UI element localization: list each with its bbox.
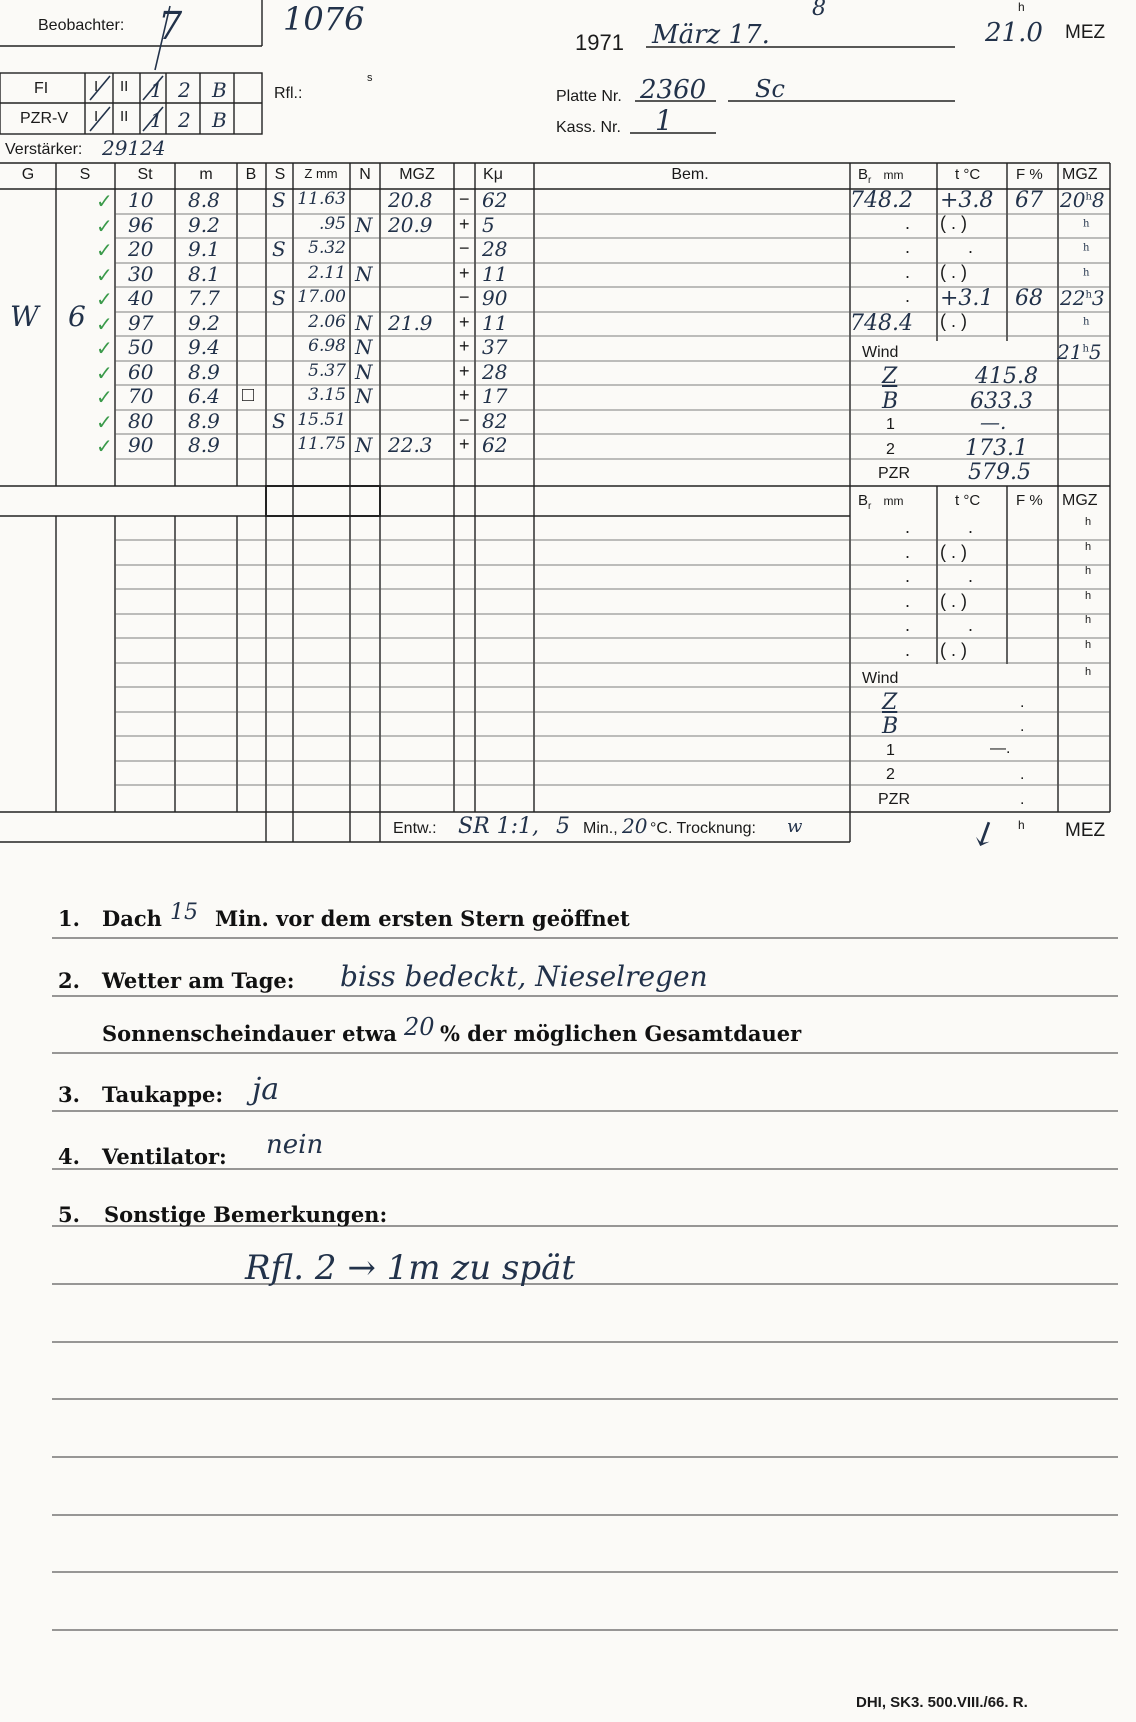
mgz-h-2: h <box>1085 638 1092 651</box>
star-number: 97 <box>128 310 154 335</box>
entw-mez: MEZ <box>1065 820 1106 841</box>
k-value: 82 <box>482 408 508 433</box>
mgz-time: h <box>1083 217 1090 229</box>
b-value: 633.3 <box>970 389 1033 414</box>
z-value: 415.8 <box>975 364 1038 389</box>
filter-cell-fi: 1 <box>150 78 163 102</box>
br-header: $B_r$ mm <box>858 166 904 186</box>
mez-label: MEZ <box>1065 22 1106 43</box>
taukappe-label: Taukappe: <box>102 1082 224 1107</box>
filter-cell-pzr: II <box>120 108 129 125</box>
wetter-value: biss bedeckt, Nieselregen <box>340 960 708 993</box>
note-number-3: 3. <box>58 1082 80 1107</box>
sonstige-label: Sonstige Bemerkungen: <box>104 1202 388 1227</box>
z-mm: 2.06 <box>308 311 346 332</box>
b-label-2: B <box>882 714 899 739</box>
mgz-h-2: h <box>1085 516 1092 528</box>
b-dot-2: . <box>1020 718 1025 735</box>
note-number-1: 1. <box>58 906 80 931</box>
mgz-h-2: h <box>1085 589 1092 602</box>
magnitude: 8.9 <box>188 359 220 384</box>
k-sign: + <box>459 385 470 405</box>
table-header-2: St <box>137 166 153 183</box>
pzr-dot-2: . <box>1020 791 1025 808</box>
b-label: B <box>882 389 899 414</box>
n-mark: N <box>355 433 373 457</box>
humidity-value: 67 <box>1015 188 1043 213</box>
wind-label: Wind <box>862 344 899 361</box>
k-sign: + <box>459 336 470 356</box>
sonstige-value: Rfl. 2 → 1m zu spät <box>245 1248 576 1288</box>
k-sign: + <box>459 311 470 332</box>
k-sign: − <box>459 238 470 258</box>
s-mark: S <box>272 237 286 261</box>
check-mark: ✓ <box>96 238 113 262</box>
entw-min-value: 5 <box>556 814 570 839</box>
dach-rest: Min. vor dem ersten Stern geöffnet <box>215 906 630 931</box>
pzr-label-weather: PZR <box>878 465 910 482</box>
date: März 17. <box>652 20 770 50</box>
table-header-8: MGZ <box>399 166 435 183</box>
entw-temp-value: 20 <box>622 814 648 838</box>
z-mm: .95 <box>318 213 346 234</box>
k-value: 62 <box>482 188 508 212</box>
humidity-header: F % <box>1016 166 1043 183</box>
mgz-value: 20.9 <box>388 212 433 237</box>
temperature-value: ( . ) <box>940 212 967 233</box>
mgz-header-weather-2: MGZ <box>1062 492 1098 509</box>
dach-label: Dach <box>102 906 162 931</box>
sonne-value: 20 <box>404 1013 435 1041</box>
temperature-value-2: . <box>968 615 974 635</box>
z-label: Z <box>882 364 898 389</box>
pzr-label-2: PZR <box>878 791 910 808</box>
b-mark: □ <box>242 384 255 406</box>
k-sign: − <box>459 287 470 307</box>
one-label: 1 <box>886 416 895 433</box>
table-header-1: S <box>79 166 91 183</box>
table-header-4: B <box>245 166 257 183</box>
filter-cell-pzr: I <box>94 108 99 125</box>
br-header-2: $B_r$ mm <box>858 492 904 512</box>
check-mark: ✓ <box>96 360 113 385</box>
wind-mgz: 21$^h$5 <box>1057 340 1102 364</box>
check-mark: ✓ <box>96 336 113 360</box>
kass-label: Kass. Nr. <box>556 119 621 136</box>
star-number: 70 <box>128 384 154 408</box>
taukappe-value: ja <box>252 1072 280 1107</box>
two-dot-2: . <box>1020 766 1025 783</box>
n-mark: N <box>355 261 373 286</box>
temperature-value-2: ( . ) <box>940 541 967 562</box>
humidity-value: 68 <box>1015 286 1043 311</box>
table-header-6: Z mm <box>304 166 338 181</box>
k-value: 62 <box>482 433 508 457</box>
star-number: 90 <box>128 433 154 457</box>
arrow-mark: ↓ <box>964 811 1005 859</box>
check-mark: ✓ <box>96 189 113 213</box>
entw-value: SR 1:1, <box>458 814 540 839</box>
entw-label: Entw.: <box>393 820 437 837</box>
z-mm: 6.98 <box>308 336 346 356</box>
k-sign: + <box>459 262 470 283</box>
one-value-2: —. <box>990 740 1011 757</box>
temp-header-2: t °C <box>955 492 981 509</box>
rfl-label: Rfl.: <box>274 85 303 102</box>
z-label-2: Z <box>882 690 898 715</box>
mgz-header-weather: MGZ <box>1062 166 1098 183</box>
n-mark: N <box>355 310 373 335</box>
z-mm: 5.37 <box>308 360 346 381</box>
pressure-value: 748.2 <box>850 188 913 213</box>
kass-value: 1 <box>655 104 673 137</box>
table-header-10: Bem. <box>671 166 709 183</box>
wetter-label: Wetter am Tage: <box>102 968 295 993</box>
magnitude: 9.2 <box>188 212 220 237</box>
ventilator-value: nein <box>266 1130 324 1160</box>
magnitude: 9.2 <box>188 310 220 335</box>
check-mark: ✓ <box>96 262 113 287</box>
pressure-value-2: . <box>905 541 911 562</box>
one-value: —. <box>980 410 1007 434</box>
star-number: 60 <box>128 359 154 384</box>
fi-label: FI <box>34 80 49 97</box>
check-mark: ✓ <box>96 311 113 336</box>
k-value: 90 <box>482 286 508 310</box>
temperature-value: ( . ) <box>940 310 967 331</box>
table-header-7: N <box>359 166 371 183</box>
temperature-value-2: . <box>968 566 974 586</box>
wind-h-2: h <box>1085 666 1092 678</box>
z-mm: 11.63 <box>297 189 346 209</box>
entw-temp-label: °C. Trocknung: <box>650 820 756 837</box>
pressure-value: . <box>905 237 911 257</box>
year: 1971 <box>575 30 624 55</box>
mgz-time: h <box>1083 266 1090 278</box>
pressure-value-2: . <box>905 566 911 586</box>
filter-cell-pzr: 2 <box>178 108 191 132</box>
pressure-value-2: . <box>905 517 911 537</box>
temp-header: t °C <box>955 166 981 183</box>
check-mark: ✓ <box>96 385 113 409</box>
k-sign: + <box>459 213 470 234</box>
z-mm: 5.32 <box>308 238 346 258</box>
magnitude: 6.4 <box>188 384 220 408</box>
k-value: 37 <box>482 335 508 359</box>
check-mark: ✓ <box>96 409 113 434</box>
sonne-label: Sonnenscheindauer etwa <box>102 1021 397 1046</box>
z-dot-2: . <box>1020 694 1025 711</box>
z-mm: 17.00 <box>297 287 346 307</box>
temperature-value: +3.8 <box>940 188 994 213</box>
dach-value: 15 <box>170 900 198 925</box>
star-number: 80 <box>128 408 154 433</box>
g-value: W <box>10 300 39 333</box>
filter-cell-fi: II <box>120 78 129 95</box>
k-sign: + <box>459 360 470 381</box>
sonne-rest: % der möglichen Gesamtdauer <box>440 1021 802 1046</box>
check-mark: ✓ <box>96 287 113 311</box>
k-value: 11 <box>482 261 508 286</box>
filter-cell-fi: B <box>212 78 227 102</box>
z-mm: 3.15 <box>308 385 346 405</box>
entw-min-label: Min., <box>583 820 618 837</box>
ventilator-label: Ventilator: <box>102 1144 227 1169</box>
temperature-value-2: . <box>968 517 974 537</box>
verstaerker-value: 29124 <box>102 136 166 160</box>
filter-cell-fi: 2 <box>178 78 191 102</box>
s-value: 6 <box>68 300 86 333</box>
two-label-2: 2 <box>886 766 895 783</box>
note-number-2: 2. <box>58 968 80 993</box>
s-mark: S <box>272 408 286 433</box>
magnitude: 8.8 <box>188 188 220 212</box>
check-mark: ✓ <box>96 434 113 458</box>
observation-time: 21.0 <box>985 18 1043 48</box>
n-mark: N <box>355 384 373 408</box>
n-mark: N <box>355 212 373 237</box>
pressure-value-2: . <box>905 639 911 660</box>
pressure-value-2: . <box>905 615 911 635</box>
pressure-value: . <box>905 261 911 282</box>
s-mark: S <box>272 286 286 310</box>
verstaerker-label: Verstärker: <box>5 141 83 158</box>
note-number-4: 4. <box>58 1144 80 1169</box>
check-mark: ✓ <box>96 213 113 238</box>
humidity-header-2: F % <box>1016 492 1043 509</box>
pressure-value: . <box>905 212 911 233</box>
k-value: 28 <box>482 359 508 384</box>
n-mark: N <box>355 359 373 384</box>
temperature-value-2: ( . ) <box>940 639 967 660</box>
temperature-value-2: ( . ) <box>940 590 967 611</box>
star-number: 30 <box>128 261 154 286</box>
mgz-time: h <box>1083 315 1090 327</box>
pzr-label: PZR-V <box>20 110 68 127</box>
mgz-value: 20.8 <box>388 188 433 212</box>
mgz-h-2: h <box>1085 565 1092 577</box>
entw-h: h <box>1018 818 1025 832</box>
magnitude: 8.9 <box>188 408 220 433</box>
table-header-9: Kμ <box>483 166 503 183</box>
pressure-value-2: . <box>905 590 911 611</box>
platte-value: 2360 <box>640 75 707 105</box>
k-value: 5 <box>482 212 495 237</box>
mgz-value: 21.9 <box>388 310 433 335</box>
mgz-time: 20$^h$8 <box>1060 188 1105 212</box>
star-number: 10 <box>128 188 154 212</box>
platte-suffix: Sc <box>755 75 785 103</box>
two-value: 173.1 <box>965 436 1028 461</box>
s-mark: S <box>272 188 286 212</box>
filter-cell-pzr: B <box>212 108 227 132</box>
two-label: 2 <box>886 441 895 458</box>
date-mark: 8 <box>812 0 826 21</box>
z-mm: 2.11 <box>308 262 346 283</box>
magnitude: 8.1 <box>188 261 220 286</box>
temperature-value: +3.1 <box>940 286 994 311</box>
mgz-h-2: h <box>1085 540 1092 553</box>
temperature-value: . <box>968 237 974 257</box>
k-value: 17 <box>482 384 508 408</box>
note-number-5: 5. <box>58 1202 80 1227</box>
star-number: 40 <box>128 286 154 310</box>
magnitude: 9.4 <box>188 335 220 359</box>
star-number: 96 <box>128 212 154 237</box>
table-header-3: m <box>199 166 213 183</box>
k-sign: − <box>459 409 470 430</box>
k-value: 28 <box>482 237 508 261</box>
k-sign: − <box>459 189 470 209</box>
platte-label: Platte Nr. <box>556 88 622 105</box>
table-header-0: G <box>21 166 35 183</box>
beobachter-label: Beobachter: <box>38 17 125 34</box>
mgz-time: 22$^h$3 <box>1060 286 1105 310</box>
magnitude: 8.9 <box>188 433 220 457</box>
pzr-value: 579.5 <box>968 460 1031 485</box>
plate-number-handwritten: 1076 <box>283 0 365 38</box>
mgz-value: 22.3 <box>388 433 433 457</box>
magnitude: 7.7 <box>188 286 220 310</box>
rfl-sup: s <box>367 72 373 84</box>
n-mark: N <box>355 335 373 359</box>
filter-cell-fi: I <box>94 78 99 95</box>
time-sup: h <box>1018 0 1025 14</box>
form-footer-code: DHI, SK3. 500.VIII./66. R. <box>856 1694 1028 1711</box>
z-mm: 11.75 <box>297 434 346 454</box>
mgz-h-2: h <box>1085 614 1092 626</box>
k-value: 11 <box>482 310 508 335</box>
z-mm: 15.51 <box>297 409 346 430</box>
pressure-value: . <box>905 286 911 306</box>
star-number: 20 <box>128 237 154 261</box>
one-label-2: 1 <box>886 742 895 759</box>
mgz-time: h <box>1083 242 1090 254</box>
table-header-5: S <box>274 166 286 183</box>
wind-label-2: Wind <box>862 670 899 687</box>
pressure-value: 748.4 <box>850 310 913 336</box>
trocknung-value: w <box>787 816 803 837</box>
star-number: 50 <box>128 335 154 359</box>
filter-cell-pzr: 1 <box>150 108 163 132</box>
beobachter-value: 7 <box>158 4 183 48</box>
magnitude: 9.1 <box>188 237 220 261</box>
temperature-value: ( . ) <box>940 261 967 282</box>
k-sign: + <box>459 434 470 454</box>
